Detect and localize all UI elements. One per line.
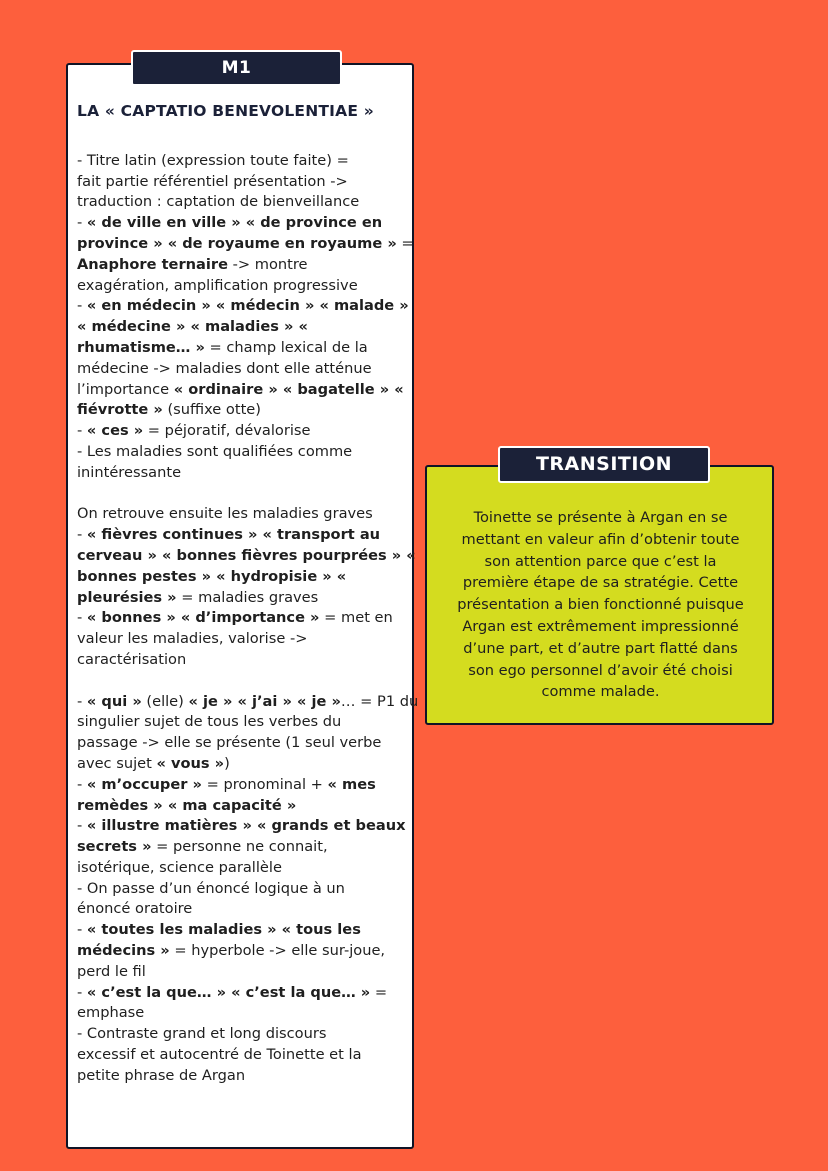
transition-tab: TRANSITION bbox=[498, 446, 710, 483]
note-line bbox=[77, 754, 413, 775]
note-line bbox=[77, 317, 413, 338]
quote-bold: « vous » bbox=[156, 754, 225, 772]
note-text: -> montre bbox=[227, 255, 308, 273]
quote-bold: secrets » bbox=[77, 838, 152, 856]
note-text: fait partie référentiel présentation -> bbox=[77, 172, 348, 190]
quote-bold: médecins » bbox=[77, 942, 170, 960]
blank-line bbox=[77, 671, 413, 692]
quote-bold: « m’occuper » bbox=[86, 775, 202, 793]
note-line bbox=[77, 442, 413, 463]
transition-line: Argan est extrêmement impressionné bbox=[462, 617, 739, 635]
note-line bbox=[77, 608, 413, 629]
quote-bold: fiévrotte » bbox=[77, 401, 163, 419]
quote-bold: « ordinaire » « bagatelle » « bbox=[173, 380, 404, 398]
note-text: = champ lexical de la bbox=[204, 338, 368, 356]
note-line bbox=[77, 296, 413, 317]
note-text: - bbox=[77, 526, 87, 544]
quote-bold: rhumatisme… » bbox=[77, 338, 205, 356]
quote-bold: cerveau » « bonnes fièvres pourprées » « bbox=[77, 546, 416, 564]
note-line bbox=[77, 525, 413, 546]
note-text: - bbox=[77, 422, 87, 440]
note-line bbox=[77, 338, 413, 359]
note-text: - bbox=[77, 921, 87, 939]
note-line bbox=[77, 1003, 413, 1024]
note-text: = maladies graves bbox=[176, 588, 319, 606]
note-line bbox=[77, 1045, 413, 1066]
note-text: - bbox=[77, 692, 87, 710]
note-text: - On passe d’un énoncé logique à un bbox=[77, 879, 345, 897]
note-line bbox=[77, 588, 413, 609]
m1-title: LA « CAPTATIO BENEVOLENTIAE » bbox=[77, 102, 374, 120]
note-text: - Titre latin (expression toute faite) = bbox=[77, 151, 349, 169]
quote-bold: « fièvres continues » « transport au bbox=[86, 526, 381, 544]
note-text: (elle) bbox=[141, 692, 189, 710]
note-text: caractérisation bbox=[77, 650, 187, 668]
quote-bold: remèdes » « ma capacité » bbox=[77, 796, 297, 814]
note-line bbox=[77, 879, 413, 900]
note-line bbox=[77, 1024, 413, 1045]
note-line bbox=[77, 276, 413, 297]
note-text: passage -> elle se présente (1 seul verbe bbox=[77, 734, 382, 752]
note-text: emphase bbox=[77, 1004, 145, 1022]
note-line bbox=[77, 421, 413, 442]
note-line bbox=[77, 712, 413, 733]
note-line bbox=[77, 380, 413, 401]
note-text: isotérique, science parallèle bbox=[77, 858, 282, 876]
quote-bold: « qui » bbox=[86, 692, 142, 710]
transition-line: mettant en valeur afin d’obtenir toute bbox=[461, 530, 740, 548]
note-line bbox=[77, 359, 413, 380]
transition-text bbox=[431, 507, 770, 703]
note-text: - bbox=[77, 983, 87, 1001]
note-text: = bbox=[396, 234, 414, 252]
note-text: (suffixe otte) bbox=[162, 401, 261, 419]
quote-bold: « mes bbox=[327, 775, 376, 793]
note-text: = met en bbox=[319, 609, 393, 627]
note-line bbox=[77, 400, 413, 421]
note-line bbox=[77, 463, 413, 484]
note-text: - bbox=[77, 609, 87, 627]
note-line bbox=[77, 1066, 413, 1087]
quote-bold: province » « de royaume en royaume » bbox=[77, 234, 397, 252]
note-text: - Contraste grand et long discours bbox=[77, 1025, 327, 1043]
note-text: traduction : captation de bienveillance bbox=[77, 193, 360, 211]
transition-line: son attention parce que c’est la bbox=[484, 552, 717, 570]
note-line bbox=[77, 858, 413, 879]
m1-tab: M1 bbox=[131, 50, 342, 86]
quote-bold: Anaphore ternaire bbox=[77, 255, 228, 273]
note-line bbox=[77, 941, 413, 962]
note-text: singulier sujet de tous les verbes du bbox=[77, 713, 342, 731]
note-line bbox=[77, 213, 413, 234]
m1-card bbox=[66, 63, 419, 1149]
note-line bbox=[77, 733, 413, 754]
note-text: ) bbox=[224, 754, 230, 772]
transition-line: Toinette se présente à Argan en se bbox=[473, 509, 728, 526]
note-line bbox=[77, 775, 413, 796]
transition-card bbox=[425, 465, 774, 725]
note-line bbox=[77, 234, 413, 255]
note-line bbox=[77, 151, 413, 172]
note-text: inintéressante bbox=[77, 463, 182, 481]
note-line bbox=[77, 816, 413, 837]
note-text: valeur les maladies, valorise -> bbox=[77, 630, 308, 648]
note-line bbox=[77, 962, 413, 983]
quote-bold: « ces » bbox=[86, 422, 144, 440]
note-line bbox=[77, 692, 419, 713]
m1-content bbox=[77, 101, 419, 1087]
transition-line: première étape de sa stratégie. Cette bbox=[462, 574, 739, 592]
note-line bbox=[77, 650, 413, 671]
note-line bbox=[77, 255, 413, 276]
quote-bold: « bonnes » « d’importance » bbox=[86, 609, 320, 627]
note-text: On retrouve ensuite les maladies graves bbox=[77, 505, 373, 523]
note-line bbox=[77, 192, 413, 213]
note-text: - bbox=[77, 775, 87, 793]
note-text: exagération, amplification progressive bbox=[77, 276, 358, 294]
note-text: … = P1 du bbox=[340, 692, 419, 710]
transition-line: son ego personnel d’avoir été choisi bbox=[468, 661, 733, 679]
quote-bold: « toutes les maladies » « tous les bbox=[86, 921, 361, 939]
blank-line bbox=[77, 484, 413, 505]
note-line bbox=[77, 837, 413, 858]
note-text: - bbox=[77, 297, 87, 315]
transition-line: présentation a bien fonctionné puisque bbox=[457, 596, 744, 614]
quote-bold: « en médecin » « médecin » « malade » bbox=[86, 297, 409, 315]
note-text: = bbox=[370, 983, 388, 1001]
note-line bbox=[77, 504, 413, 525]
note-line bbox=[77, 983, 413, 1004]
note-text: = personne ne connait, bbox=[151, 838, 328, 856]
note-text: énoncé oratoire bbox=[77, 900, 193, 918]
note-text: - Les maladies sont qualifiées comme bbox=[77, 442, 353, 460]
quote-bold: « médecine » « maladies » « bbox=[77, 318, 308, 336]
note-text: = hyperbole -> elle sur-joue, bbox=[169, 942, 386, 960]
note-text: - bbox=[77, 214, 87, 232]
quote-bold: « je » « j’ai » « je » bbox=[188, 692, 341, 710]
note-text: excessif et autocentré de Toinette et la bbox=[77, 1046, 362, 1064]
note-text: médecine -> maladies dont elle atténue bbox=[77, 359, 372, 377]
note-line bbox=[77, 899, 413, 920]
quote-bold: pleurésies » bbox=[77, 588, 177, 606]
note-text: l’importance bbox=[77, 380, 174, 398]
quote-bold: bonnes pestes » « hydropisie » « bbox=[77, 567, 347, 585]
note-line bbox=[77, 567, 413, 588]
note-line bbox=[77, 920, 413, 941]
note-line bbox=[77, 546, 416, 567]
note-text: = péjoratif, dévalorise bbox=[143, 422, 311, 440]
note-text: = pronominal + bbox=[201, 775, 328, 793]
transition-line: d’une part, et d’autre part flatté dans bbox=[463, 639, 738, 657]
quote-bold: « illustre matières » « grands et beaux bbox=[86, 817, 406, 835]
transition-line: comme malade. bbox=[541, 683, 660, 701]
note-text: - bbox=[77, 817, 87, 835]
m1-notes bbox=[77, 151, 419, 1087]
note-line bbox=[77, 796, 413, 817]
note-line bbox=[77, 172, 413, 193]
note-text: avec sujet bbox=[77, 754, 157, 772]
quote-bold: « de ville en ville » « de province en bbox=[86, 214, 383, 232]
note-text: petite phrase de Argan bbox=[77, 1066, 246, 1084]
note-line bbox=[77, 629, 413, 650]
quote-bold: « c’est la que… » « c’est la que… » bbox=[86, 983, 371, 1001]
note-text: perd le fil bbox=[77, 962, 146, 980]
